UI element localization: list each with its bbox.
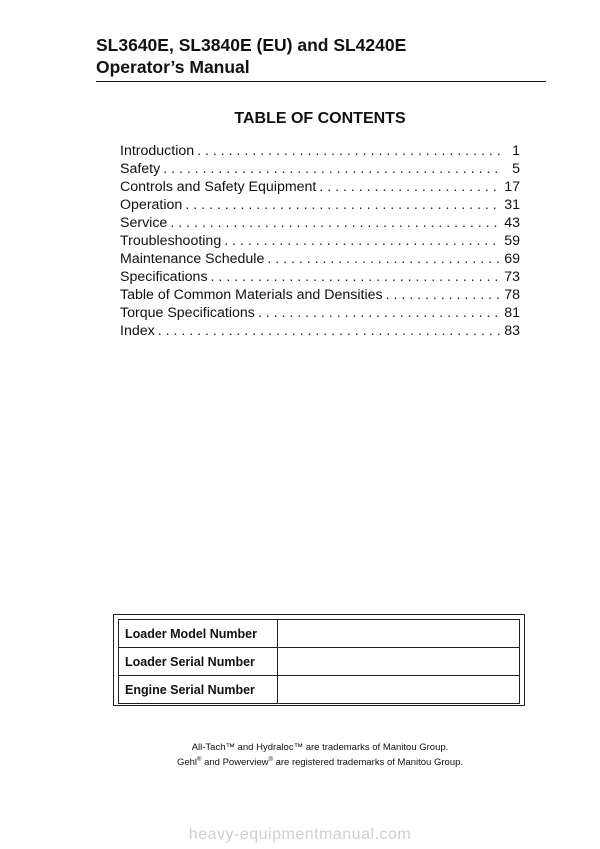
toc-entry-page: 59 bbox=[504, 233, 520, 249]
serial-number-table bbox=[118, 619, 520, 704]
toc-leader bbox=[383, 286, 500, 304]
loader-serial-number-label: Loader Serial Number bbox=[119, 648, 278, 676]
toc-entry-page: 43 bbox=[504, 215, 520, 231]
toc-entry-page: 1 bbox=[512, 143, 520, 159]
loader-model-number-field[interactable] bbox=[278, 620, 520, 648]
toc-entry[interactable] bbox=[120, 196, 520, 214]
toc-heading: TABLE OF CONTENTS bbox=[234, 110, 406, 127]
site-watermark: heavy-equipmentmanual.com bbox=[188, 826, 412, 843]
document-header bbox=[96, 34, 546, 82]
toc-entry-label: Index bbox=[120, 323, 155, 339]
toc-entry-page: 83 bbox=[504, 323, 520, 339]
toc-entry[interactable] bbox=[120, 304, 520, 322]
toc-entry-label: Table of Common Materials and Densities bbox=[120, 287, 383, 303]
toc-leader bbox=[264, 250, 500, 268]
header-rule bbox=[96, 81, 546, 82]
registered-mark: ® bbox=[268, 757, 273, 763]
toc-entry-page: 31 bbox=[504, 197, 520, 213]
toc-entry[interactable] bbox=[120, 178, 520, 196]
toc-entry-label: Controls and Safety Equipment bbox=[120, 179, 317, 195]
toc-entry-page: 81 bbox=[504, 305, 520, 321]
toc-entry-label: Service bbox=[120, 215, 168, 231]
loader-model-number-label: Loader Model Number bbox=[119, 620, 278, 648]
trademark-notice bbox=[0, 741, 600, 769]
toc-leader bbox=[167, 214, 500, 232]
toc-entry-label: Introduction bbox=[120, 143, 195, 159]
toc-leader bbox=[221, 232, 500, 250]
toc-entry-page: 73 bbox=[504, 269, 520, 285]
registered-mark: ® bbox=[197, 757, 202, 763]
brand-powerview: and Powerview bbox=[201, 757, 269, 769]
toc-entry[interactable] bbox=[120, 322, 520, 340]
engine-serial-number-field[interactable] bbox=[278, 676, 520, 704]
toc-leader bbox=[182, 196, 500, 214]
serial-number-box bbox=[113, 614, 525, 706]
toc-entry-label: Specifications bbox=[120, 269, 208, 285]
toc-entry-page: 69 bbox=[504, 251, 520, 267]
engine-serial-number-label: Engine Serial Number bbox=[119, 676, 278, 704]
toc-leader bbox=[255, 304, 500, 322]
table-row bbox=[119, 676, 520, 704]
toc-leader bbox=[316, 178, 500, 196]
trademark-line-2-end: are registered trademarks of Manitou Group. bbox=[272, 757, 464, 769]
toc-leader bbox=[194, 142, 500, 160]
toc-entry[interactable] bbox=[120, 142, 520, 160]
toc-leader bbox=[160, 160, 500, 178]
toc-entry-page: 78 bbox=[504, 287, 520, 303]
toc-entry[interactable] bbox=[120, 250, 520, 268]
manual-subtitle: Operator’s Manual bbox=[96, 57, 250, 77]
toc-entry[interactable] bbox=[120, 214, 520, 232]
toc-list bbox=[120, 142, 520, 340]
toc-entry[interactable] bbox=[120, 268, 520, 286]
toc-leader bbox=[155, 322, 500, 340]
toc-leader bbox=[208, 268, 500, 286]
table-row bbox=[119, 620, 520, 648]
toc-entry-label: Safety bbox=[120, 161, 161, 177]
toc-entry[interactable] bbox=[120, 286, 520, 304]
manual-title: SL3640E, SL3840E (EU) and SL4240E bbox=[96, 35, 407, 55]
toc-entry-page: 17 bbox=[504, 179, 520, 195]
toc-entry-label: Maintenance Schedule bbox=[120, 251, 265, 267]
toc-entry-page: 5 bbox=[512, 161, 520, 177]
table-row bbox=[119, 648, 520, 676]
toc-entry-label: Troubleshooting bbox=[120, 233, 222, 249]
toc-entry-label: Operation bbox=[120, 197, 183, 213]
toc-entry[interactable] bbox=[120, 160, 520, 178]
brand-gehl: Gehl bbox=[176, 757, 198, 769]
toc-entry[interactable] bbox=[120, 232, 520, 250]
trademark-line-1: All-Tach™ and Hydraloc™ are trademarks of Manitou Group. bbox=[191, 742, 449, 753]
loader-serial-number-field[interactable] bbox=[278, 648, 520, 676]
toc-entry-label: Torque Specifications bbox=[120, 305, 255, 321]
trademark-line-2 bbox=[0, 754, 600, 769]
